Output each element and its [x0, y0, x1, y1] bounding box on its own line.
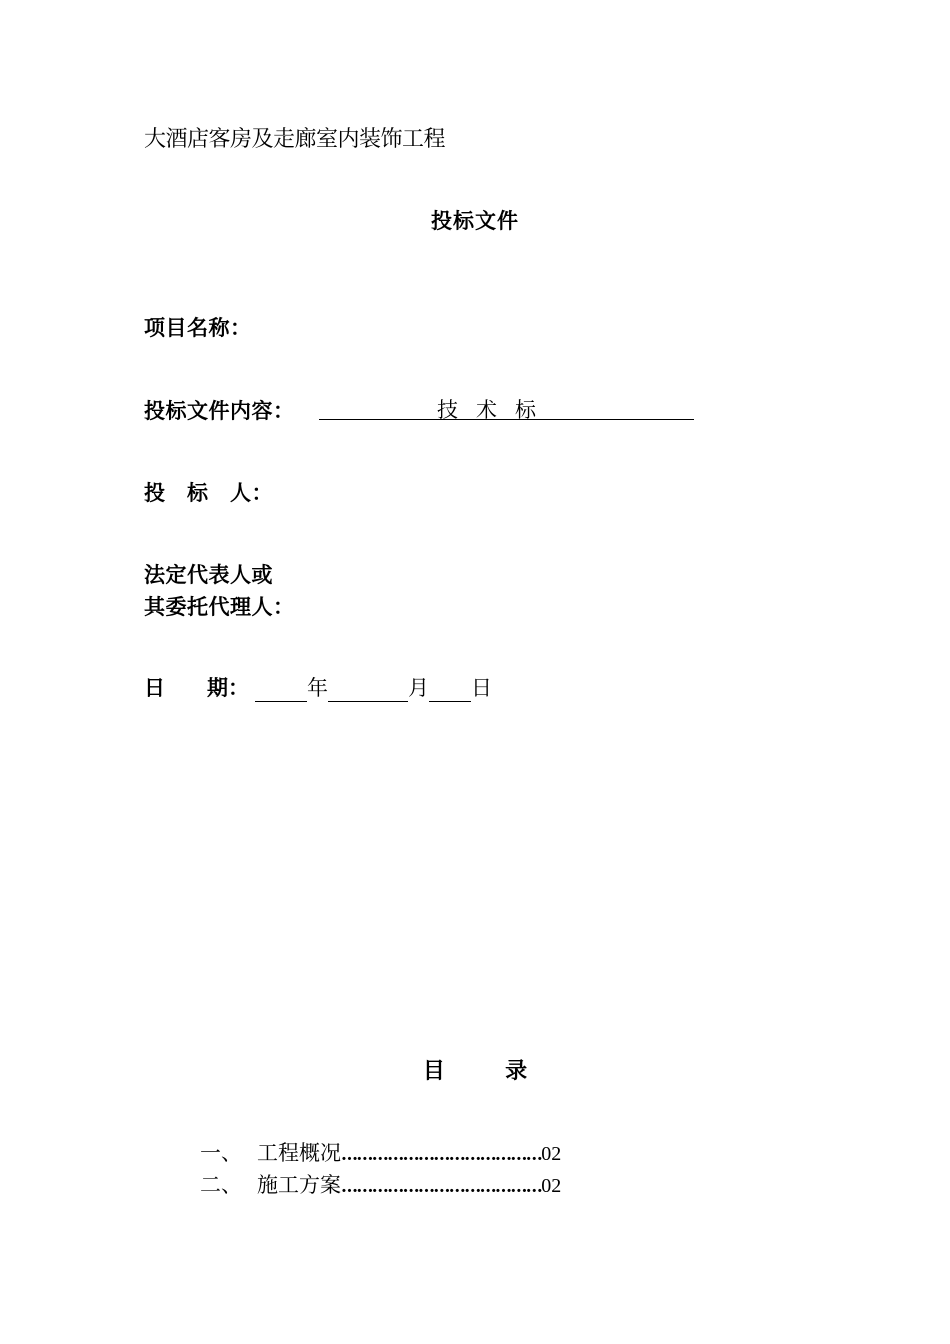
toc-item-page: 02 — [541, 1175, 562, 1197]
project-name-label: 项目名称： — [144, 316, 252, 340]
content-underline-field — [319, 394, 694, 420]
toc-item — [200, 1137, 561, 1167]
bidder-label: 投 标 人： — [144, 481, 273, 505]
date-year-unit: 年 — [307, 676, 328, 700]
content-label: 投标文件内容： — [144, 399, 295, 423]
toc-item-leader: ………………………………… — [341, 1145, 542, 1165]
toc-item-number: 二、 — [200, 1173, 242, 1197]
date-day-blank — [429, 677, 471, 702]
date-label: 日 期： — [144, 676, 249, 700]
toc-item-title: 工程概况 — [257, 1141, 341, 1165]
date-month-unit: 月 — [408, 676, 429, 700]
toc-item-title: 施工方案 — [257, 1173, 341, 1197]
toc-item-page: 02 — [541, 1143, 562, 1165]
project-heading: 大酒店客房及走廊室内装饰工程 — [144, 127, 446, 152]
toc-item-number: 一、 — [200, 1141, 242, 1165]
toc-title-char-2: 录 — [505, 1059, 528, 1084]
date-row — [144, 674, 492, 702]
document-title: 投标文件 — [431, 209, 519, 233]
representative-label-line2: 其委托代理人： — [144, 595, 295, 619]
toc-item-leader: ………………………………… — [341, 1177, 542, 1197]
toc-title — [0, 1054, 950, 1085]
date-day-unit: 日 — [471, 676, 492, 700]
date-month-blank — [328, 677, 408, 702]
content-value: 技术标 — [437, 398, 554, 422]
representative-label-line1: 法定代表人或 — [144, 563, 273, 587]
date-year-blank — [255, 677, 307, 702]
toc-item — [200, 1169, 561, 1199]
toc-title-char-1: 目 — [422, 1059, 445, 1084]
